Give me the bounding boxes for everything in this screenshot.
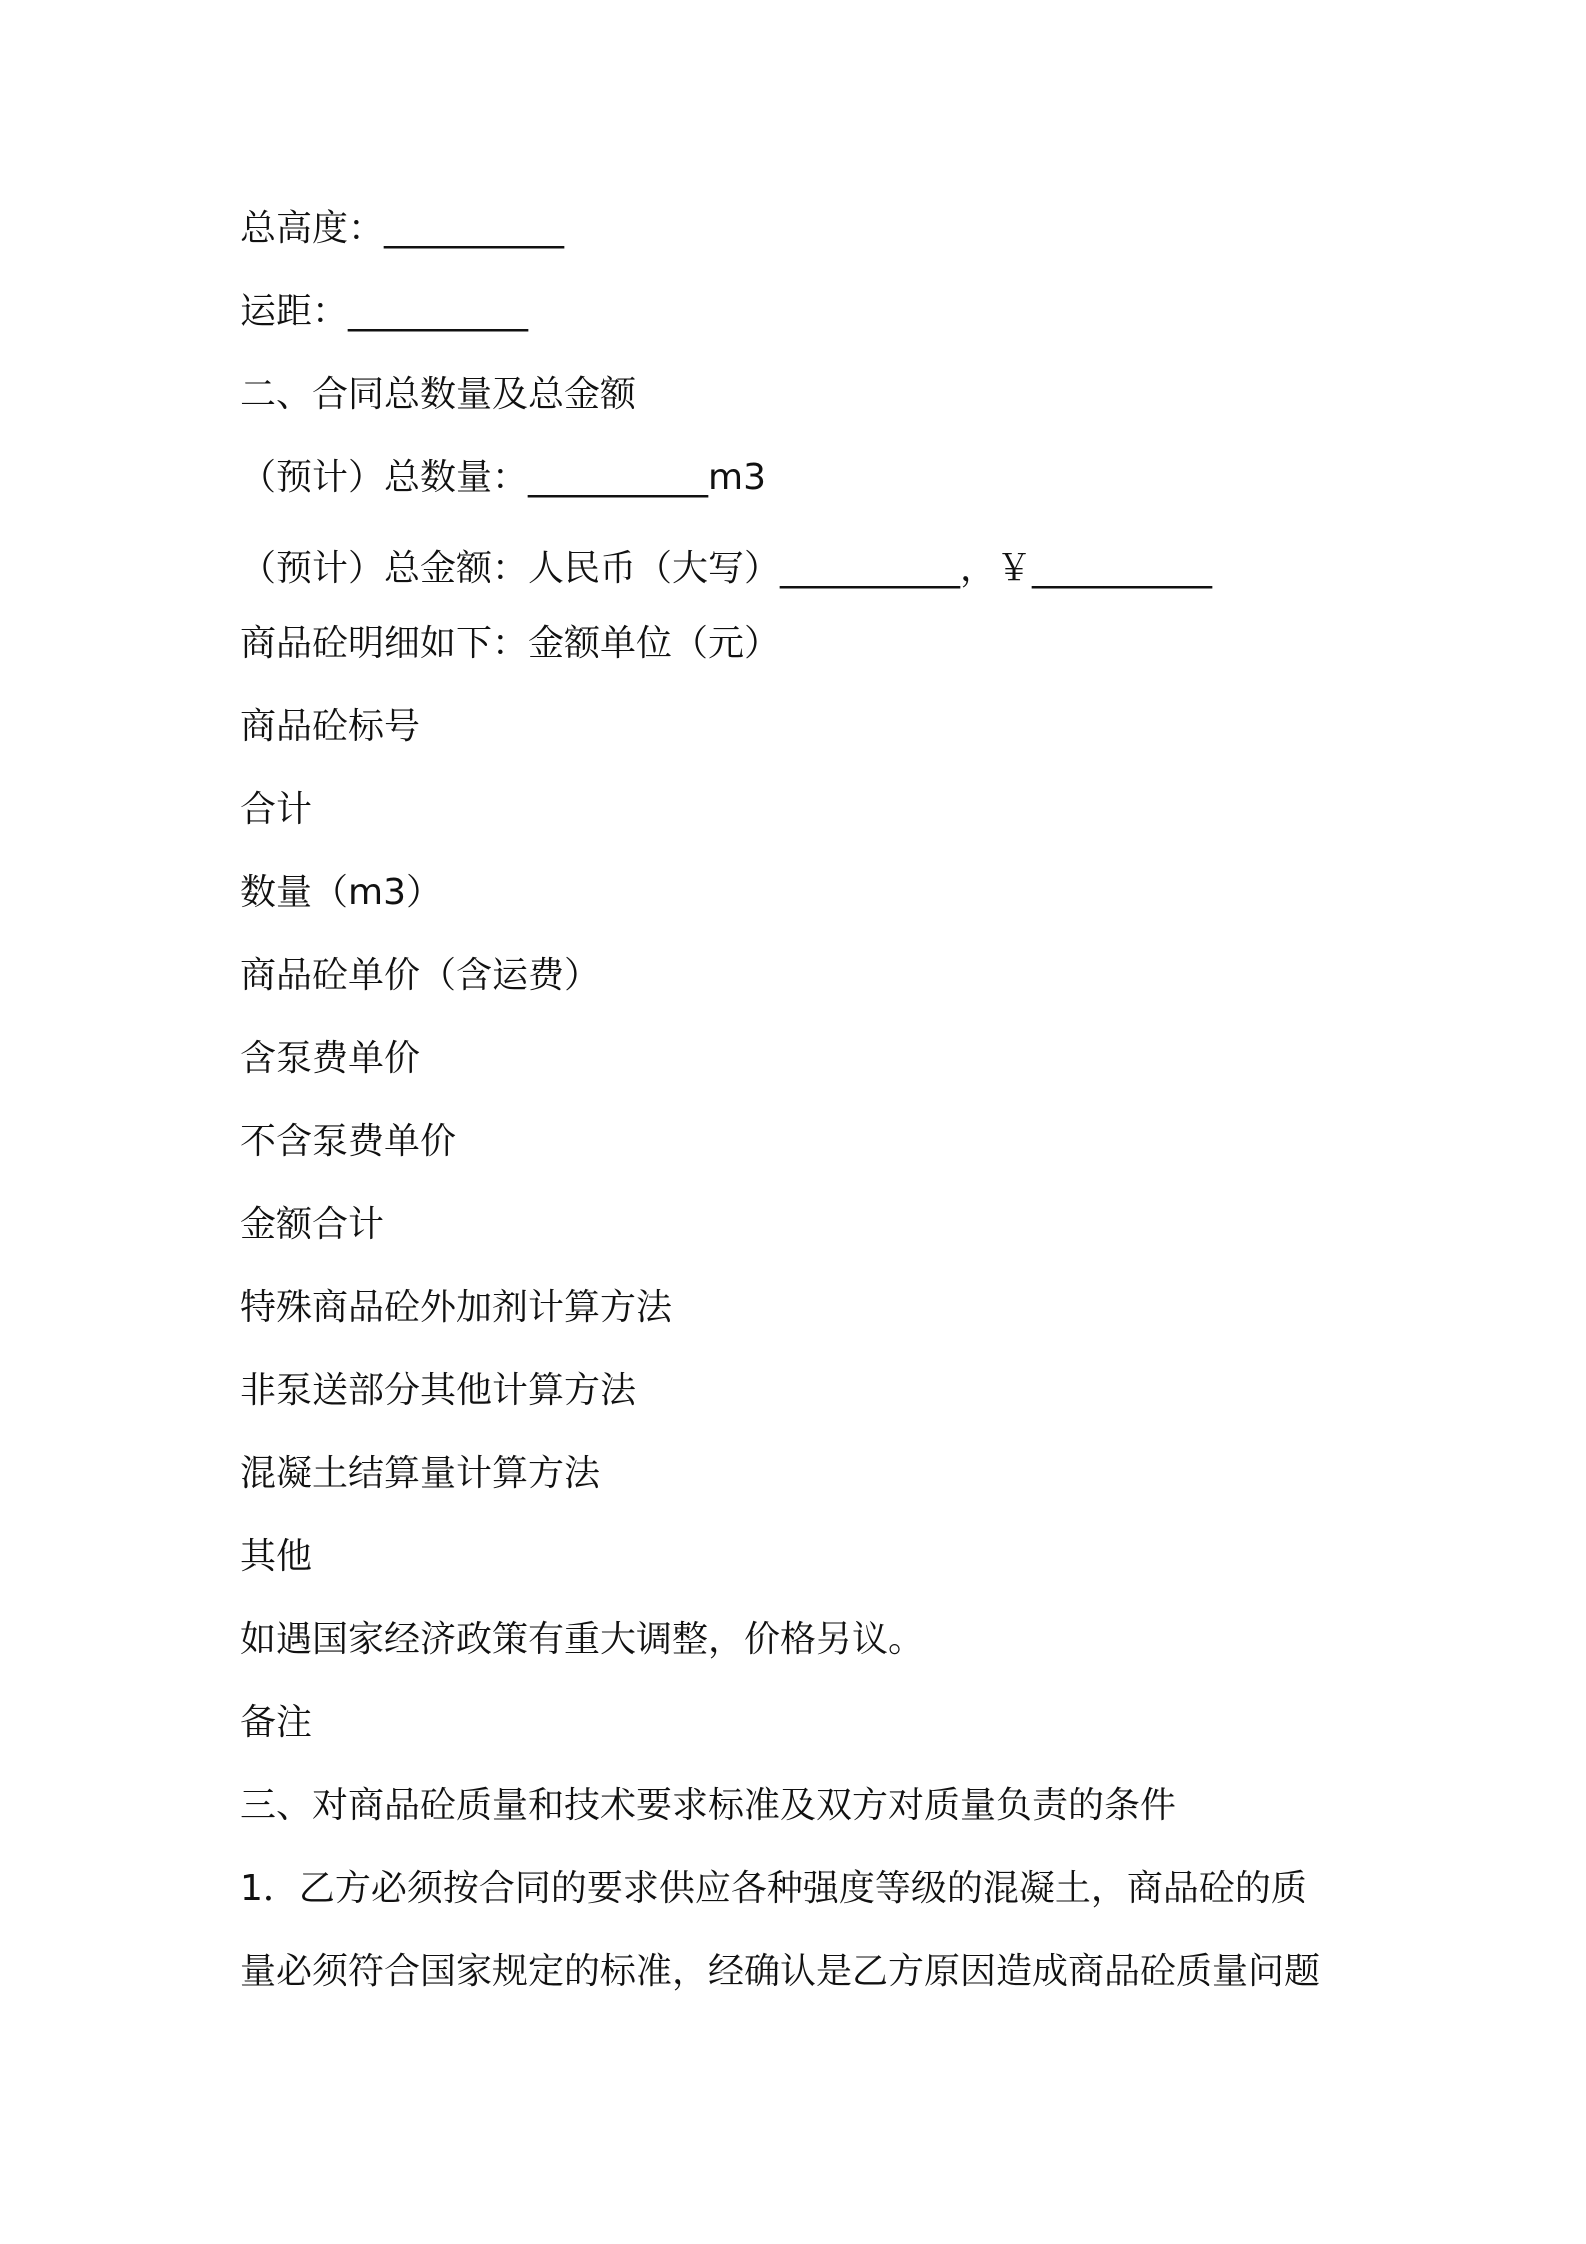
concrete-detail-intro: 商品砼明细如下：金额单位（元） <box>240 623 781 664</box>
remarks-label: 备注 <box>240 1702 313 1743</box>
quantity-label: 数量（m3） <box>240 872 442 913</box>
amount-total-label: 金额合计 <box>240 1204 385 1245</box>
price-adjustment-note: 如遇国家经济政策有重大调整，价格另议。 <box>240 1619 925 1660</box>
price-without-pump-fee-label: 不含泵费单价 <box>240 1121 457 1162</box>
non-pumped-calculation-label: 非泵送部分其他计算方法 <box>240 1370 637 1411</box>
total-label: 合计 <box>240 789 313 830</box>
clause-1-line-2: 量必须符合国家规定的标准，经确认是乙方原因造成商品砼质量问题 <box>240 1951 1321 1992</box>
section-2-heading: 二、合同总数量及总金额 <box>240 374 637 415</box>
concrete-grade-label: 商品砼标号 <box>240 706 421 747</box>
estimated-total-amount-line: （预计）总金额：人民币（大写）__________，￥__________ <box>240 548 1213 589</box>
other-label: 其他 <box>240 1536 313 1577</box>
estimated-total-quantity-line: （预计）总数量：__________m3 <box>240 457 766 498</box>
unit-price-with-freight-label: 商品砼单价（含运费） <box>240 955 601 996</box>
haul-distance-line: 运距：__________ <box>240 291 529 332</box>
settlement-calculation-label: 混凝土结算量计算方法 <box>240 1453 601 1494</box>
total-height-line: 总高度：__________ <box>240 208 565 249</box>
price-with-pump-fee-label: 含泵费单价 <box>240 1038 421 1079</box>
admixture-calculation-label: 特殊商品砼外加剂计算方法 <box>240 1287 673 1328</box>
section-3-heading: 三、对商品砼质量和技术要求标准及双方对质量负责的条件 <box>240 1785 1177 1826</box>
clause-1-line-1: 1．乙方必须按合同的要求供应各种强度等级的混凝土，商品砼的质 <box>240 1868 1307 1909</box>
